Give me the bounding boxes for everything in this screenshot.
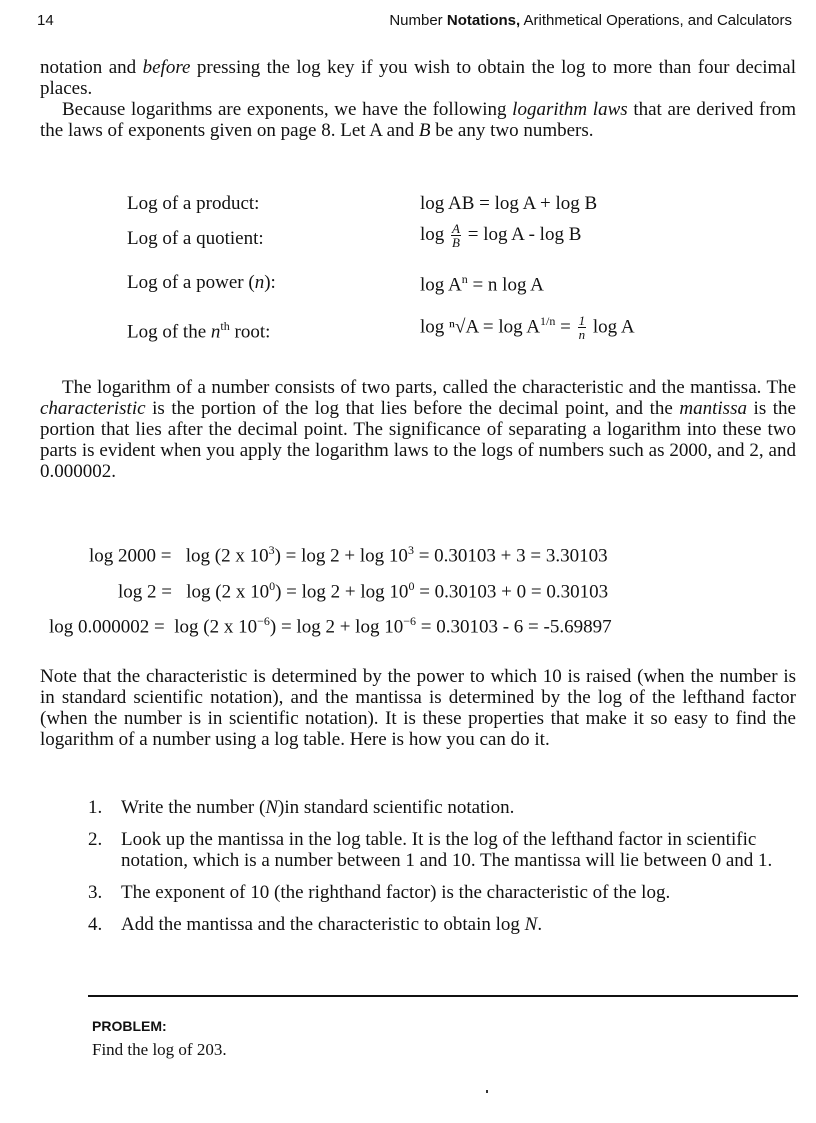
text-run: log (2 x 10 [185,545,269,567]
text-run: ) = log 2 + log 10 [274,545,408,567]
text-run: notation and [40,57,143,78]
emphasis: n [210,321,221,343]
characteristic-mantissa-paragraph [40,377,796,482]
text-run: is the portion of the log that lies before the decimal point, and the [145,398,680,419]
page-number: 14 [37,12,54,29]
text-run: The logarithm of a number consists of two parts, called the characteristic and the mantissa. The [62,377,796,398]
root-fraction [578,314,587,341]
text-run: The exponent of 10 (the righthand factor) is the characteristic of the log. [121,882,671,903]
text-run: Because logarithms are exponents, we have the following [62,99,513,120]
superscript: 3 [268,543,275,557]
superscript: 0 [269,579,276,593]
text-run: = [555,316,576,338]
law-quotient-label: Log of a quotient: [127,228,264,249]
text-run: Log of a power ( [127,272,255,293]
text-run: = log A - log B [462,223,582,245]
fraction-denominator: B [452,235,460,250]
example-row-3 [49,614,612,638]
text-run: = 0.30103 + 0 = 0.30103 [414,581,609,603]
text-run: log (2 x 10 [174,616,258,638]
problem-text: Find the log of 203. [92,1040,227,1059]
law-product-equation: log AB = log A + log B [420,193,598,214]
list-number: 3. [88,882,103,903]
emphasis: N [524,914,538,935]
body-paragraph [40,377,796,482]
note-paragraph [40,666,796,750]
list-item [88,914,800,935]
example-row-2 [118,579,608,603]
emphasis: n [254,272,265,293]
text-run: ): [264,272,276,293]
text-run: log A [420,274,462,296]
fraction-numerator: A [452,221,460,236]
text-run: = 0.30103 - 6 = -5.69897 [416,616,612,638]
text-run: be any two numbers. [430,120,594,141]
superscript: −6 [257,614,270,628]
fraction-denominator: n [578,327,586,343]
problem-label: PROBLEM: [92,1018,167,1034]
text-run: log (2 x 10 [186,581,270,603]
running-header [389,12,792,29]
text-run: that are derived from the laws of exponents given on page 8. Let A and [40,99,796,141]
quotient-fraction [451,222,461,249]
list-item [88,882,800,903]
text-run: Log of the [127,321,211,343]
text-run: ) = log 2 + log 10 [269,616,404,638]
text-run: log A [588,316,635,338]
intro-paragraph-2 [40,99,796,141]
list-number: 2. [88,829,103,850]
text-run: log ⁿ√A = log A [420,316,541,338]
emphasis: characteristic [40,398,146,419]
example-row-1 [89,543,608,567]
emphasis: logarithm laws [512,99,628,120]
emphasis: N [265,797,279,818]
example-lhs: log 2 = [118,581,172,603]
emphasis: before [142,57,191,78]
list-item [88,797,800,818]
text-run: )in standard scientific notation. [278,797,515,818]
steps-list [88,797,800,946]
section-divider [88,995,798,997]
list-number: 4. [88,914,103,935]
intro-paragraph-1 [40,57,796,99]
text-run: pressing the log key if you wish to obtain the log to more than four decimal places. [40,57,796,99]
text-run: root: [229,321,271,343]
emphasis: B [418,120,431,141]
text-run: Add the mantissa and the characteristic to obtain log [121,914,525,935]
text-run: ) = log 2 + log 10 [275,581,409,603]
example-lhs: log 0.000002 = [49,616,165,638]
list-number: 1. [88,797,103,818]
law-power-equation [420,272,544,296]
text-run: Look up the mantissa in the log table. It is the log of the lefthand factor in scientific notation, which is a number between 1 and 10. The mantissa will lie between 0 and 1. [121,829,773,871]
law-root-equation [420,314,635,341]
superscript: n [461,272,468,286]
superscript: 1/n [540,314,556,328]
list-item [88,829,800,871]
superscript: th [220,319,230,333]
text-run: log [420,223,445,245]
note-text: Note that the characteristic is determined by the power to which 10 is raised (when the number is in standard scientific notation), and the mantissa is determined by the log of the lefthand factor (when the number is in scientific notation). It is these properties that make it so easy to find the logarithm of a number using a log table. Here is how you can do it. [40,666,796,750]
text-run: = 0.30103 + 3 = 3.30103 [413,545,608,567]
intro-text [40,57,796,141]
running-header-post: Arithmetical Operations, and Calculators [520,12,792,29]
fraction-numerator: 1 [578,313,586,329]
law-product-label: Log of a product: [127,193,260,214]
law-root-label [127,319,270,343]
text-run: = n log A [467,274,544,296]
text-run: is the portion that lies after the decimal point. The significance of separating a logarithm into these two parts is evident when you apply the logarithm laws to the logs of numbers such as 2000, and 2, and 0.000002. [40,398,796,482]
running-header-pre: Number [389,12,447,29]
text-run: . [537,914,543,935]
example-lhs: log 2000 = [89,545,172,567]
emphasis: mantissa [679,398,747,419]
superscript: 0 [408,579,415,593]
print-speck [486,1090,488,1093]
law-quotient-equation [420,222,581,249]
superscript: 3 [407,543,414,557]
running-header-bold: Notations, [446,12,521,29]
text-run: Write the number ( [121,797,266,818]
law-power-label [127,272,276,294]
superscript: −6 [403,614,416,628]
